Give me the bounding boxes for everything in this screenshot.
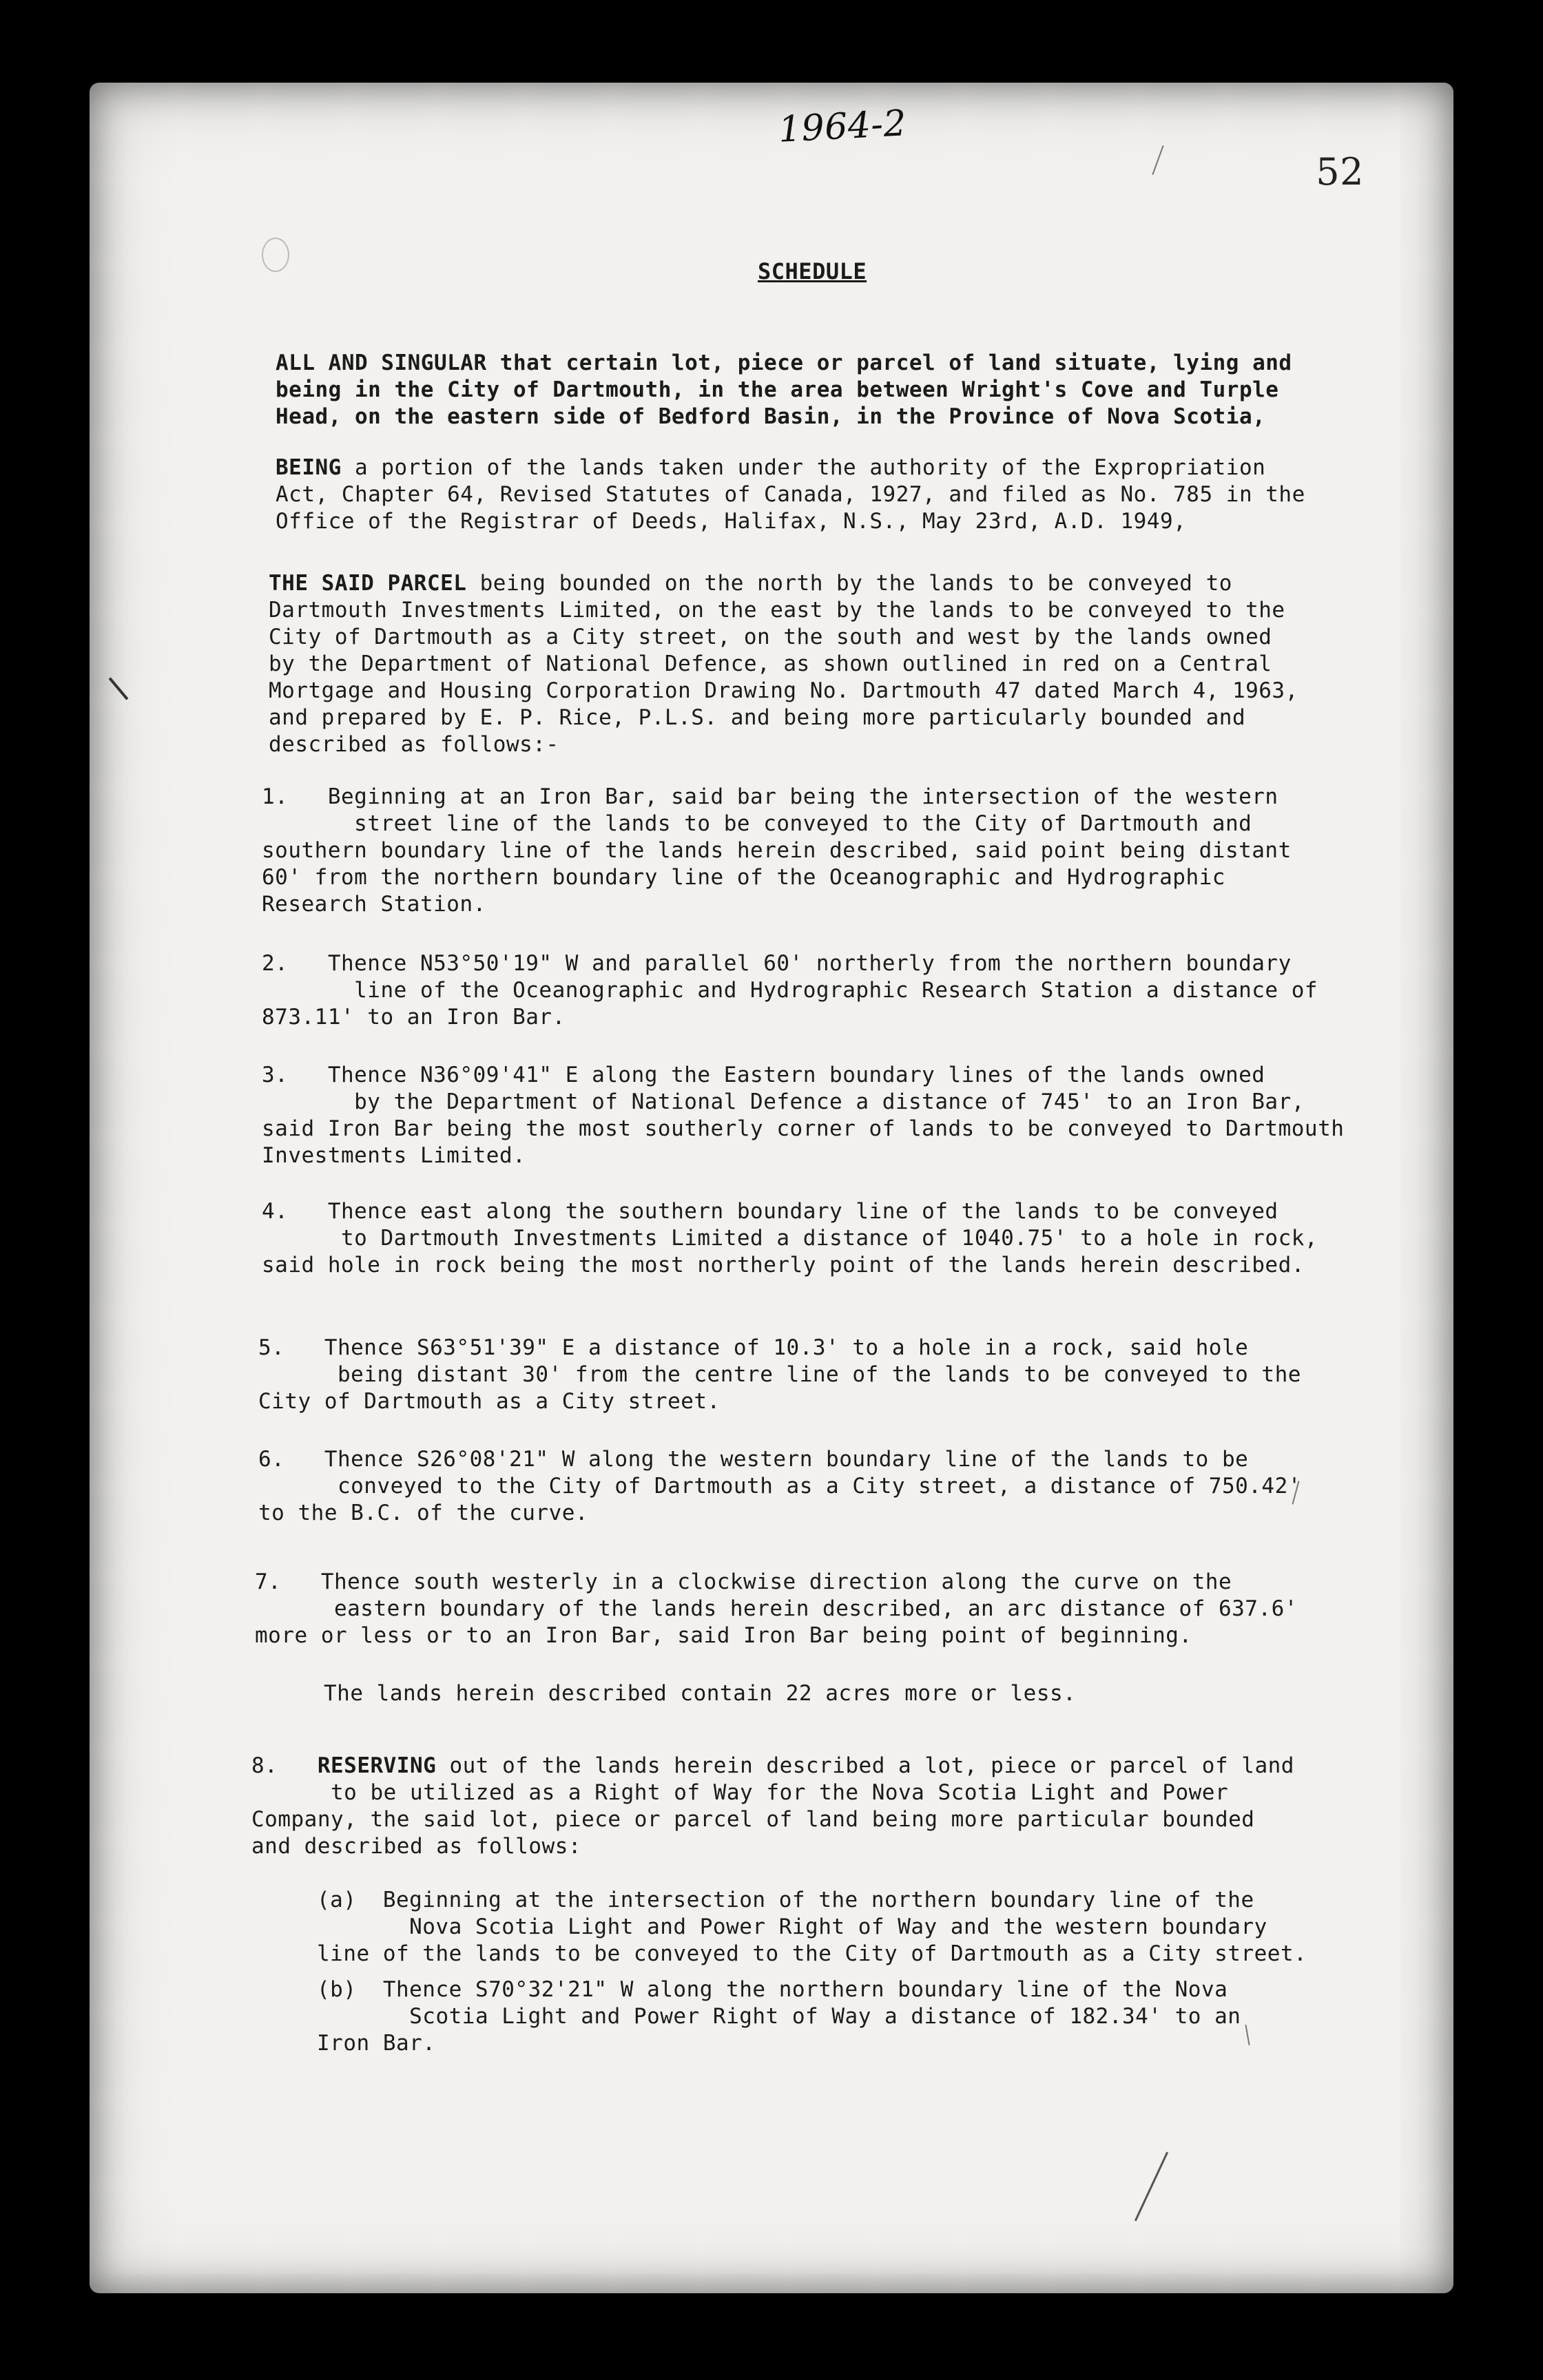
clause-6: 6. Thence S26°08'21" W along the western boundary line of the lands to be conveyed to the City of Dartmouth as a City street, a distance of 750.42' to the B.C. of the curve. xyxy=(258,1447,1301,1525)
clause-5: 5. Thence S63°51'39" E a distance of 10.3' to a hole in a rock, said hole being distant 30' from the centre line of the lands to be conveyed to the City of Dartmouth as a City street. xyxy=(258,1335,1301,1414)
paragraph-body: being bounded on the north by the lands to be conveyed to Dartmouth Investments Limited, on the east by the lands to be conveyed to the City of Dartmouth as a City street, on the south and west by the lands owned by the Department of National Defence, as shown outlined in red on a Central Mortgage and Housing Corporation Drawing No. Dartmouth 47 dated March 4, 1963, and prepared by E. P. Rice, P.L.S. and being more particularly bounded and described as follows:- xyxy=(269,571,1298,757)
clause-1: 1. Beginning at an Iron Bar, said bar being the intersection of the western street line of the lands to be conveyed to the City of Dartmouth and southern boundary line of the lands herein described, said point being distant 60' from the northern boundary line of the Oceanographic and Hydrographic Research Station. xyxy=(262,784,1292,917)
paragraph-said-parcel xyxy=(269,570,1298,758)
clause-4: 4. Thence east along the southern boundary line of the lands to be conveyed to Dartmouth Investments Limited a distance of 1040.75' to a hole in rock, said hole in rock being the most northerly point of the lands herein described. xyxy=(262,1199,1318,1277)
paragraph-lead: RESERVING xyxy=(317,1753,437,1778)
paper-smudge xyxy=(262,238,289,272)
area-statement: The lands herein described contain 22 acres more or less. xyxy=(324,1681,1077,1706)
document-page xyxy=(90,83,1453,2293)
paragraph-being xyxy=(276,455,1305,535)
handwritten-reference: 1964-2 xyxy=(777,103,908,151)
subclause-a: (a) Beginning at the intersection of the northern boundary line of the Nova Scotia Light and Power Right of Way and the western boundary line of the lands to be conveyed to the City of Dartmouth as a City street. xyxy=(317,1888,1307,1966)
document-title: SCHEDULE xyxy=(758,258,867,284)
page-number: 52 xyxy=(1316,150,1364,194)
paragraph-lead: THE SAID PARCEL xyxy=(269,571,467,596)
pen-stroke xyxy=(1152,145,1163,175)
clause-8 xyxy=(251,1753,1294,1860)
paragraph-intro: ALL AND SINGULAR that certain lot, piece or parcel of land situate, lying and being in the City of Dartmouth, in the area between Wright's Cove and Turple Head, on the eastern side of Bedford Basin, in the Province of Nova Scotia, xyxy=(276,351,1292,429)
pen-stroke xyxy=(1245,2025,1250,2045)
clause-2: 2. Thence N53°50'19" W and parallel 60' northerly from the northern boundary line of the Oceanographic and Hydrographic Research Station a distance of 873.11' to an Iron Bar. xyxy=(262,951,1318,1030)
paragraph-lead: BEING xyxy=(276,455,342,480)
pen-stroke xyxy=(1135,2152,1168,2222)
paragraph-body: out of the lands herein described a lot, piece or parcel of land to be utilized as a Right of Way for the Nova Scotia Light and Power Company, the said lot, piece or parcel of land being more particular bounded and described as follows: xyxy=(251,1753,1294,1859)
clause-3: 3. Thence N36°09'41" E along the Eastern boundary lines of the lands owned by the Department of National Defence a distance of 745' to an Iron Bar, said Iron Bar being the most southerly corner of lands to be conveyed to Dartmouth Investments Limited. xyxy=(262,1063,1345,1168)
paragraph-body: a portion of the lands taken under the authority of the Expropriation Act, Chapter 64, Revised Statutes of Canada, 1927, and filed as No. 785 in the Office of the Registrar of Deeds, Halifax, N.S., May 23rd, A.D. 1949, xyxy=(276,455,1305,534)
subclause-b: (b) Thence S70°32'21" W along the northern boundary line of the Nova Scotia Light and Power Right of Way a distance of 182.34' to an Iron Bar. xyxy=(317,1977,1241,2056)
clause-number: 8. xyxy=(251,1753,318,1778)
clause-7: 7. Thence south westerly in a clockwise direction along the curve on the eastern boundary of the lands herein described, an arc distance of 637.6' more or less or to an Iron Bar, said Iron Bar being point of beginning. xyxy=(255,1569,1298,1648)
margin-mark xyxy=(109,677,129,700)
